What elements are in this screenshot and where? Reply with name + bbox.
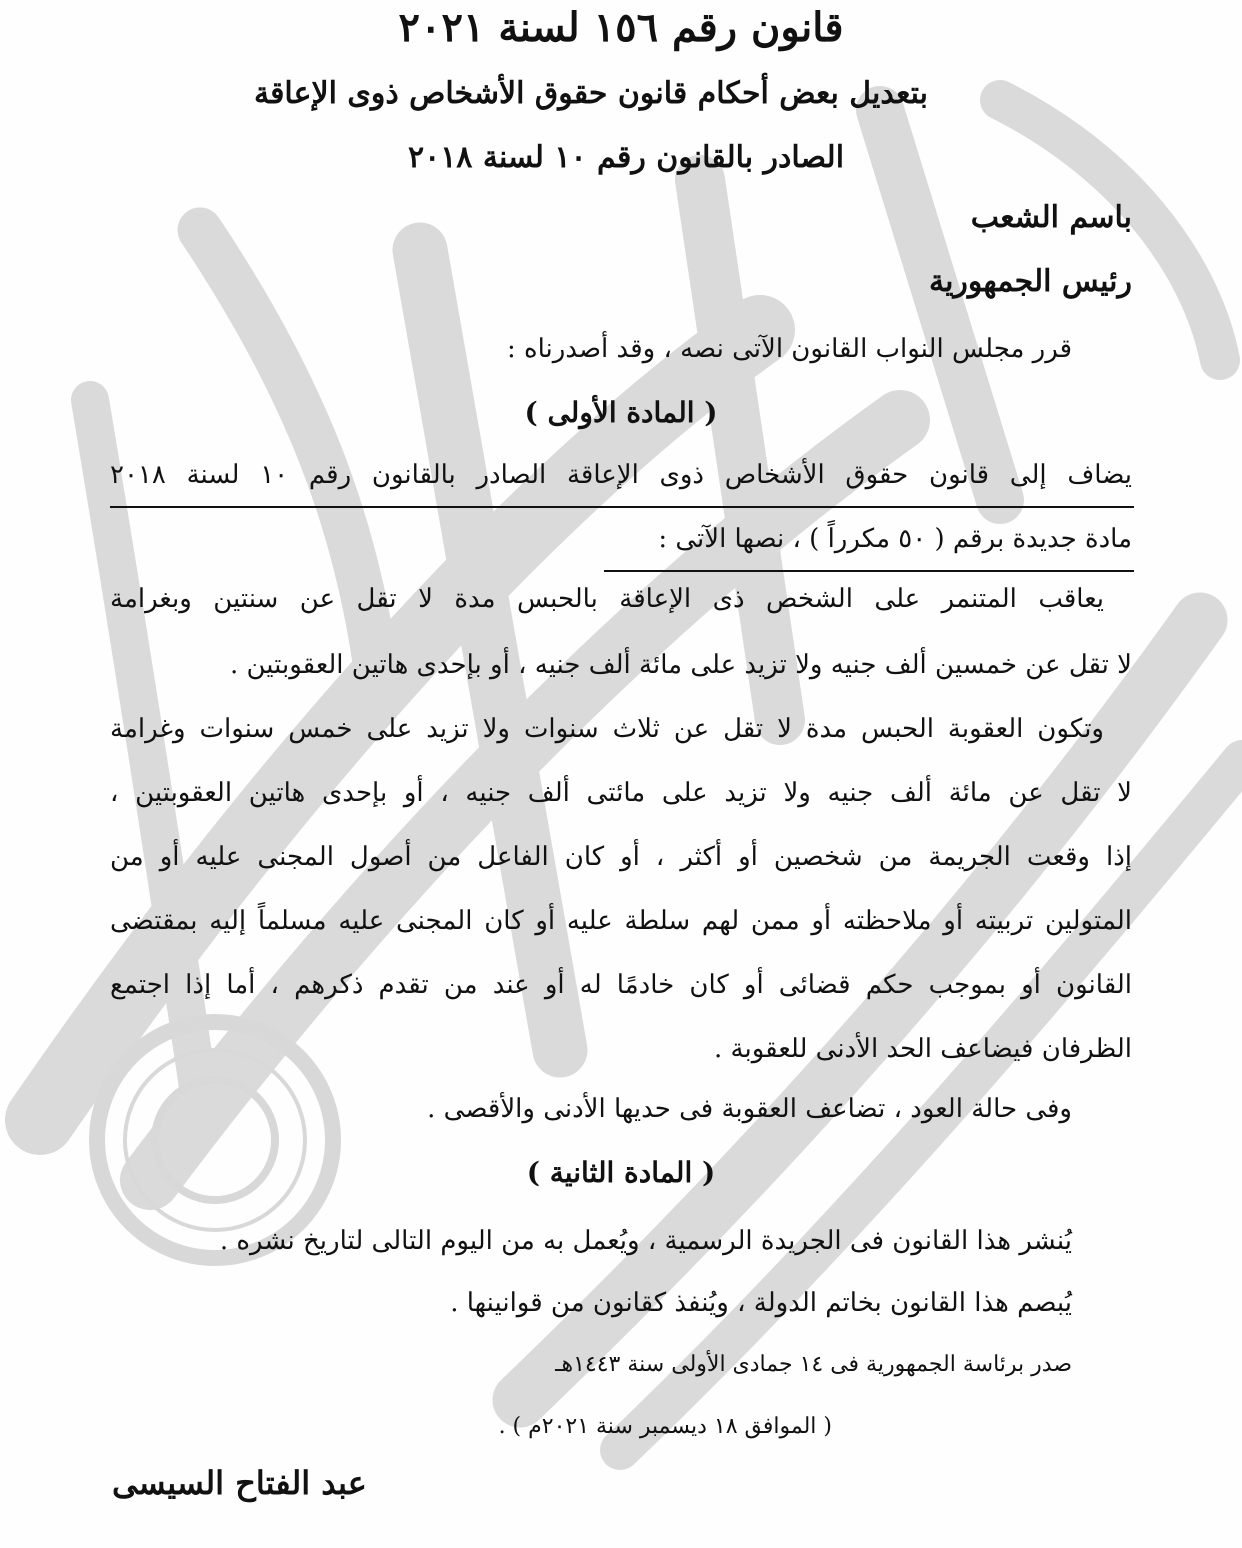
article-1-line: يعاقب المتنمر على الشخص ذى الإعاقة بالحبس مدة لا تقل عن سنتين وبغرامة bbox=[110, 584, 1104, 614]
article-1-line: القانون أو بموجب حكم قضائى أو كان خادمًا له أو عند من تقدم ذكرهم ، أما إذا اجتمع bbox=[110, 970, 1132, 1000]
article-1-line: المتولين تربيته أو ملاحظته أو ممن لهم سلطة عليه أو كان المجنى عليه مسلماً إليه بمقتضى bbox=[110, 906, 1132, 936]
law-title: قانون رقم ١٥٦ لسنة ٢٠٢١ bbox=[398, 4, 844, 51]
president-heading: رئيس الجمهورية bbox=[928, 264, 1132, 299]
article-1-line: لا تقل عن مائة ألف جنيه ولا تزيد على مائتى ألف جنيه ، أو بإحدى هاتين العقوبتين ، bbox=[110, 778, 1132, 808]
underline-rule bbox=[604, 570, 1134, 572]
article-1-line: وتكون العقوبة الحبس مدة لا تقل عن ثلاث سنوات ولا تزيد على خمس سنوات وغرامة bbox=[110, 714, 1104, 744]
signature: عبد الفتاح السيسى bbox=[112, 1464, 367, 1502]
law-subtitle-1: بتعديل بعض أحكام قانون حقوق الأشخاص ذوى الإعاقة bbox=[254, 76, 928, 111]
underline-rule bbox=[110, 506, 1134, 508]
article-1-line: وفى حالة العود ، تضاعف العقوبة فى حديها الأدنى والأقصى . bbox=[427, 1094, 1072, 1124]
article-1-line: يضاف إلى قانون حقوق الأشخاص ذوى الإعاقة الصادر بالقانون رقم ١٠ لسنة ٢٠١٨ bbox=[110, 460, 1132, 490]
preamble: قرر مجلس النواب القانون الآتى نصه ، وقد أصدرناه : bbox=[506, 334, 1072, 364]
in-the-name-of-people: باسم الشعب bbox=[970, 200, 1132, 235]
article-1-heading: ( المادة الأولى ) bbox=[524, 396, 718, 429]
article-1-line: الظرفان فيضاعف الحد الأدنى للعقوبة . bbox=[714, 1034, 1132, 1064]
article-1-line: إذا وقعت الجريمة من شخصين أو أكثر ، أو كان الفاعل من أصول المجنى عليه أو من bbox=[110, 842, 1132, 872]
article-1-line: مادة جديدة برقم ( ٥٠ مكرراً ) ، نصها الآتى : bbox=[658, 524, 1132, 554]
corresponding-date: ( الموافق ١٨ ديسمبر سنة ٢٠٢١م ) . bbox=[498, 1414, 832, 1439]
article-2-line: يُبصم هذا القانون بخاتم الدولة ، ويُنفذ كقانون من قوانينها . bbox=[450, 1288, 1072, 1318]
article-1-line: لا تقل عن خمسين ألف جنيه ولا تزيد على مائة ألف جنيه ، أو بإحدى هاتين العقوبتين . bbox=[229, 650, 1132, 680]
article-2-line: يُنشر هذا القانون فى الجريدة الرسمية ، ويُعمل به من اليوم التالى لتاريخ نشره . bbox=[219, 1226, 1072, 1256]
issued-date: صدر برئاسة الجمهورية فى ١٤ جمادى الأولى سنة ١٤٤٣هـ bbox=[555, 1352, 1072, 1377]
article-2-heading: ( المادة الثانية ) bbox=[526, 1156, 716, 1189]
law-subtitle-2: الصادر بالقانون رقم ١٠ لسنة ٢٠١٨ bbox=[407, 140, 845, 175]
